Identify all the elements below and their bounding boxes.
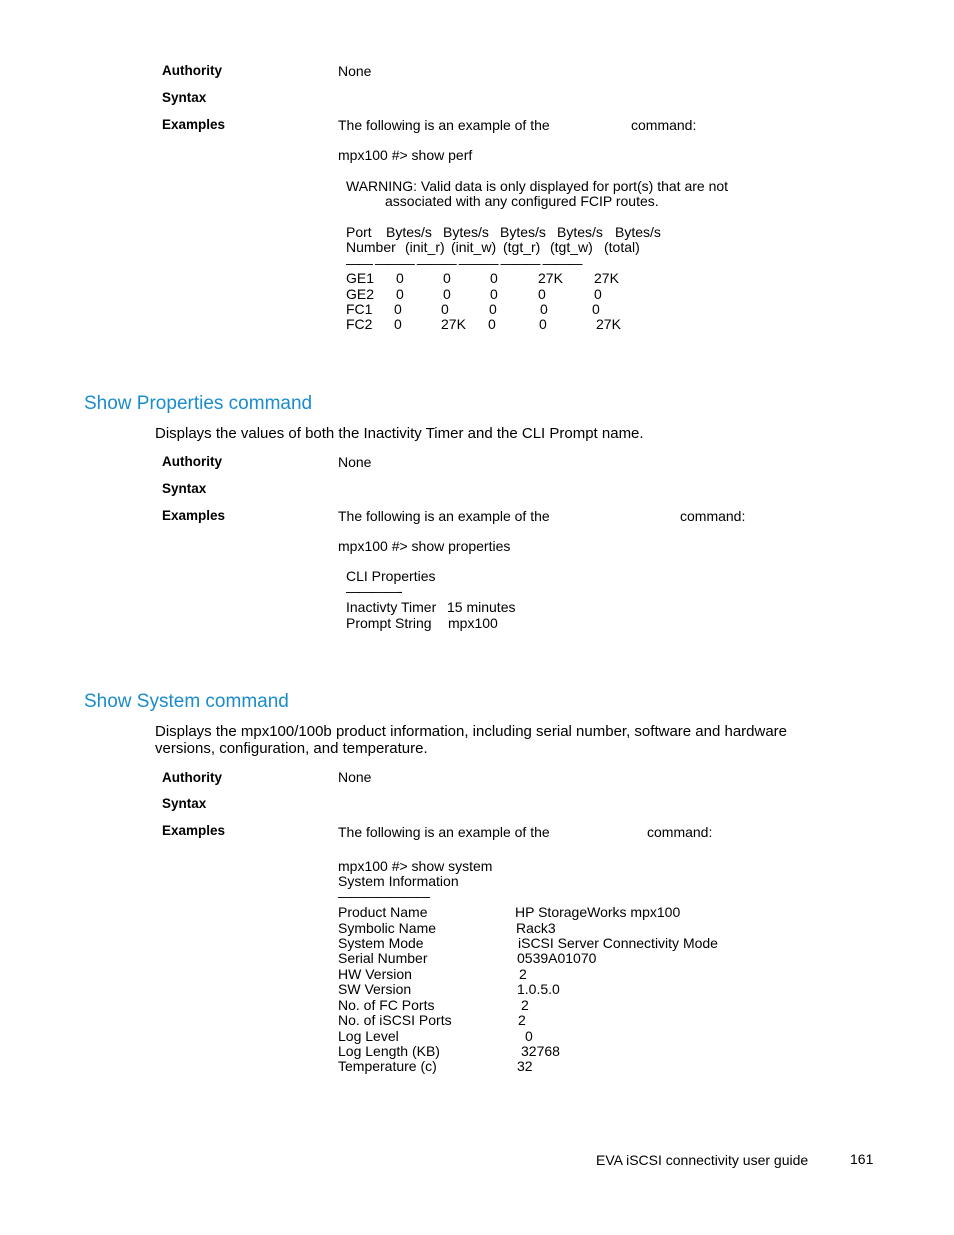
section-heading-system: Show System command <box>84 691 289 712</box>
system-description-line-2: versions, configuration, and temperature. <box>155 740 428 757</box>
examples-label: Examples <box>162 117 226 132</box>
command-line: mpx100 #> show properties <box>338 538 511 554</box>
table-row: No. of iSCSI Ports 2 <box>338 1012 526 1028</box>
page-number: 161 <box>850 1151 874 1167</box>
output-title: CLI Properties <box>346 568 436 584</box>
table-row: Product Name HP StorageWorks mpx100 <box>338 904 681 920</box>
table-row: Temperature (c) 32 <box>338 1058 533 1074</box>
table-row: Log Level 0 <box>338 1028 533 1044</box>
authority-label: Authority <box>162 63 222 78</box>
authority-label: Authority <box>162 454 222 469</box>
example-intro: The following is an example of the <box>338 508 550 524</box>
output-separator: ——————— <box>338 888 429 904</box>
example-intro: The following is an example of the <box>338 117 550 133</box>
warning-line-1: WARNING: Valid data is only displayed for port(s) that are not <box>346 178 729 194</box>
authority-value: None <box>338 769 372 785</box>
table-row: SW Version 1.0.5.0 <box>338 981 560 997</box>
example-intro-end: command: <box>680 508 746 524</box>
command-line: mpx100 #> show system <box>338 858 493 874</box>
example-intro-end: command: <box>631 117 697 133</box>
footer-guide-title: EVA iSCSI connectivity user guide <box>596 1152 809 1168</box>
table-row: Serial Number 0539A01070 <box>338 950 597 966</box>
system-description-line-1: Displays the mpx100/100b product information, including serial number, software and hardware <box>155 723 788 740</box>
table-row: System Mode iSCSI Server Connectivity Mode <box>338 935 718 951</box>
example-intro-end: command: <box>647 824 713 840</box>
section-heading-properties: Show Properties command <box>84 393 313 414</box>
examples-label: Examples <box>162 823 226 838</box>
table-row: Log Length (KB) 32768 <box>338 1043 560 1059</box>
syntax-label: Syntax <box>162 796 207 811</box>
table-row: Symbolic Name Rack3 <box>338 920 556 936</box>
table-row: HW Version 2 <box>338 966 527 982</box>
properties-description: Displays the values of both the Inactivity Timer and the CLI Prompt name. <box>155 425 644 442</box>
output-title: System Information <box>338 873 459 889</box>
example-intro: The following is an example of the <box>338 824 550 840</box>
command-line: mpx100 #> show perf <box>338 147 473 163</box>
syntax-label: Syntax <box>162 90 207 105</box>
authority-value: None <box>338 63 372 79</box>
warning-line-2: associated with any configured FCIP routes. <box>385 193 659 209</box>
perf-separator: —— ——— ——— ——— ——— ——— <box>346 255 582 271</box>
examples-label: Examples <box>162 508 226 523</box>
syntax-label: Syntax <box>162 481 207 496</box>
table-row: No. of FC Ports 2 <box>338 997 529 1013</box>
authority-value: None <box>338 454 372 470</box>
output-separator: ————- <box>346 583 402 599</box>
authority-label: Authority <box>162 770 222 785</box>
